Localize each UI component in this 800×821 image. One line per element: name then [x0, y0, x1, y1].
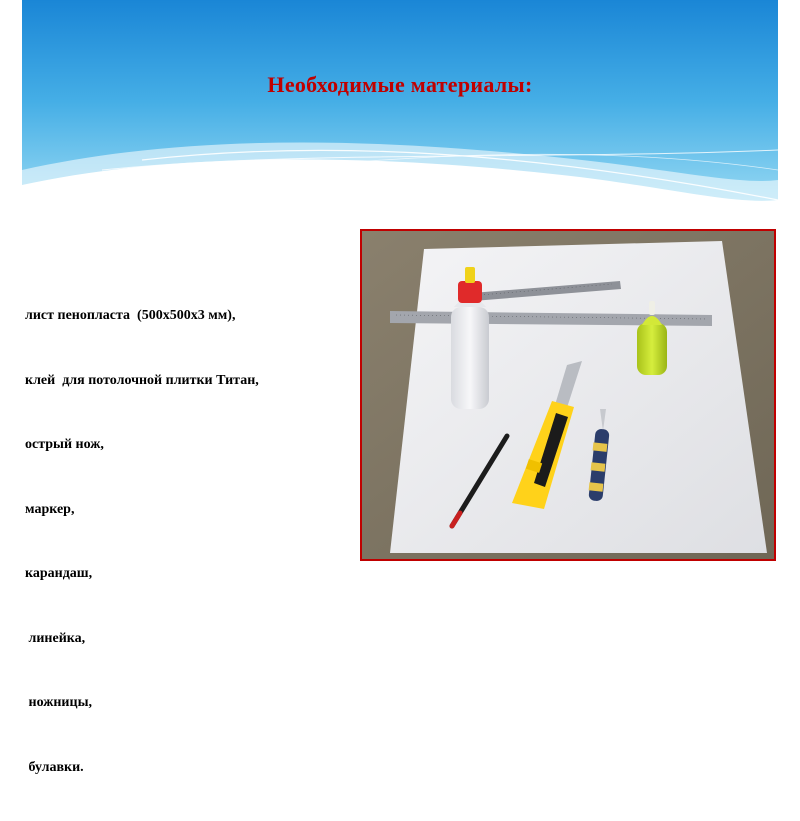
list-item: лист пенопласта (500х500х3 мм), — [25, 308, 236, 323]
header-background — [22, 0, 778, 225]
photo-illustration — [362, 231, 774, 559]
materials-list — [25, 262, 259, 821]
list-item: острый нож, — [25, 437, 104, 452]
list-item: ножницы, — [25, 695, 92, 710]
list-item: клей для потолочной плитки Титан, — [25, 372, 259, 388]
materials-photo — [360, 229, 776, 561]
list-item: линейка, — [25, 630, 86, 646]
slide-title: Необходимые материалы: — [267, 72, 533, 97]
list-item: булавки. — [25, 759, 84, 775]
list-item: маркер, — [25, 501, 75, 517]
header-band — [22, 0, 778, 225]
list-item: карандаш, — [25, 566, 93, 581]
